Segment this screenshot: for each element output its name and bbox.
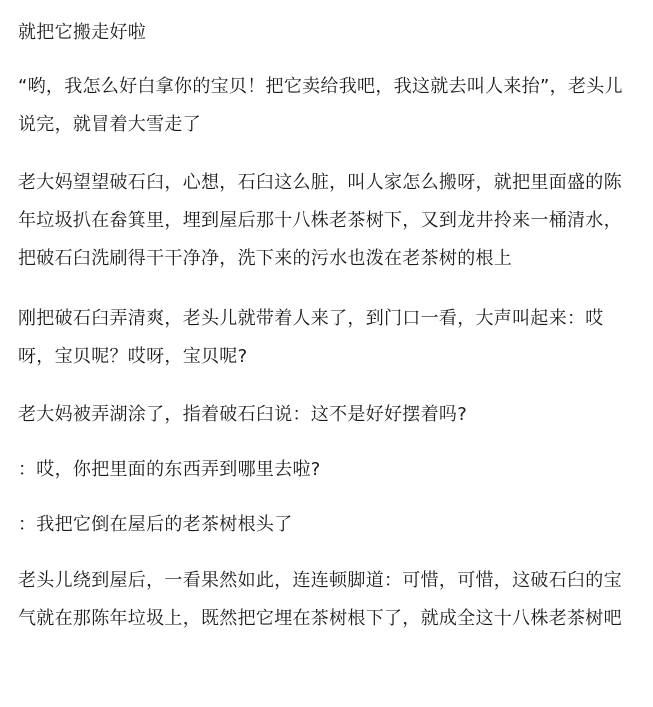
paragraph-7: ：我把它倒在屋后的老茶树根头了 (18, 514, 293, 535)
paragraph-3: 老大妈望望破石臼，心想，石臼这么脏，叫人家怎么搬呀，就把里面盛的陈年垃圾扒在畚箕里，埋到屋后那十八株老茶树下，又到龙井拎来一桶清水，把破石臼洗刷得干干净净，洗下来的污水也泼在老茶树的根上 (18, 172, 622, 269)
paragraph-2: “哟，我怎么好白拿你的宝贝！把它卖给我吧，我这就去叫人来抬”，老头儿说完，就冒着大雪走了 (18, 76, 623, 135)
paragraph-6: ：哎，你把里面的东西弄到哪里去啦? (18, 459, 321, 480)
paragraph-1: 就把它搬走好啦 (18, 22, 147, 43)
paragraph-4: 刚把破石臼弄清爽，老头儿就带着人来了，到门口一看，大声叫起来：哎呀，宝贝呢？哎呀，宝贝呢? (18, 308, 604, 367)
paragraph-5: 老大妈被弄湖涂了，指着破石臼说：这不是好好摆着吗? (18, 404, 468, 425)
paragraph-8: 老头儿绕到屋后，一看果然如此，连连顿脚道：可惜，可惜，这破石臼的宝气就在那陈年垃圾上，既然把它埋在茶树根下了，就成全这十八株老茶树吧 (18, 570, 622, 629)
